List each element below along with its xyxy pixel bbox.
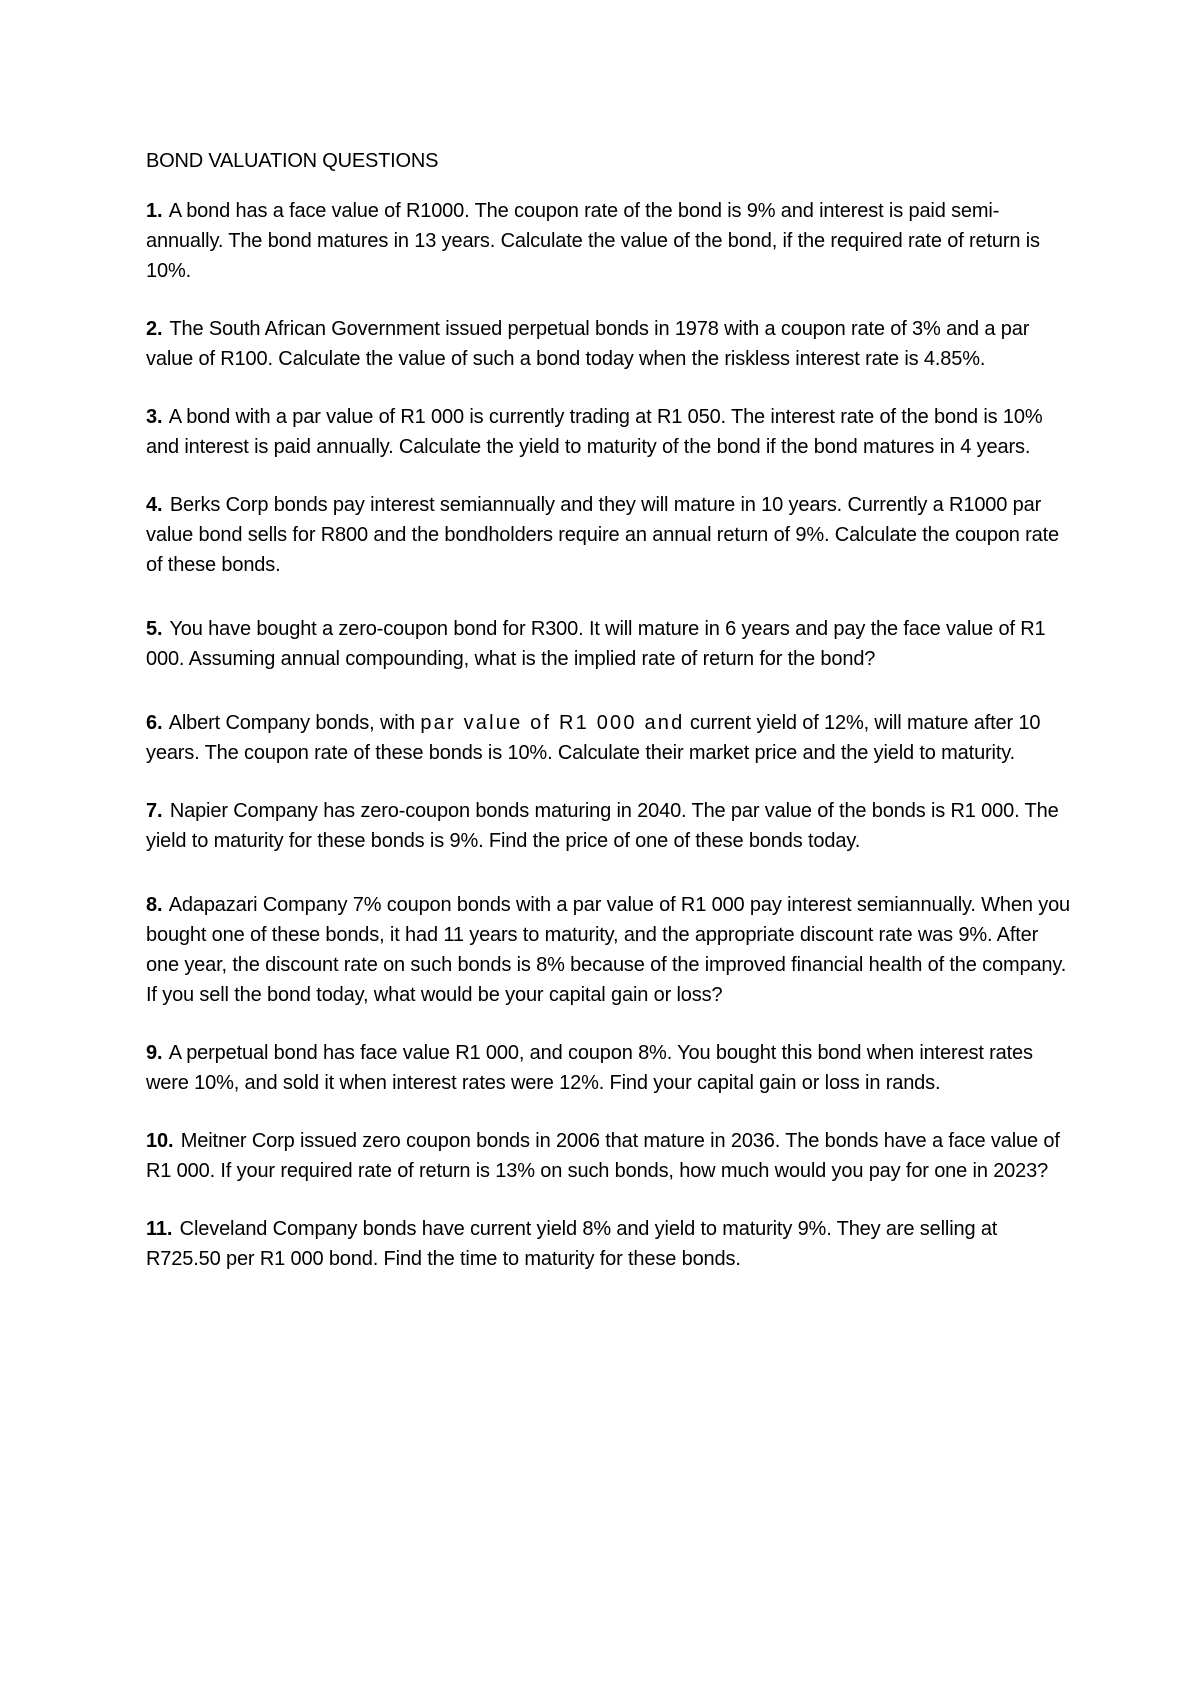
document-title: BOND VALUATION QUESTIONS <box>146 150 439 172</box>
question-text: A bond has a face value of R1000. The coupon rate of the bond is 9% and interest is paid semi-annually. The bond matures in 13 years. Calculate the value of the bond, if the required rate of return is 10%. <box>146 200 1040 282</box>
question-4 <box>146 490 1076 580</box>
question-number: 8. <box>146 894 163 916</box>
question-text: Adapazari Company 7% coupon bonds with a par value of R1 000 pay interest semiannually. When you bought one of these bonds, it had 11 years to maturity, and the appropriate discount rate was 9%. After one year, the discount rate on such bonds is 8% because of the improved financial health of the company. If you sell the bond today, what would be your capital gain or loss? <box>146 894 1071 1006</box>
question-text-start: Albert Company bonds, with <box>168 712 421 734</box>
question-number: 11. <box>146 1218 173 1240</box>
question-number: 3. <box>146 406 163 428</box>
question-text: A perpetual bond has face value R1 000, and coupon 8%. You bought this bond when interest rates were 10%, and sold it when interest rates were 12%. Find your capital gain or loss in rands. <box>146 1042 1033 1094</box>
question-8 <box>146 890 1076 1010</box>
question-text: Berks Corp bonds pay interest semiannually and they will mature in 10 years. Currently a R1000 par value bond sells for R800 and the bondholders require an annual return of 9%. Calculate the coupon rate of these bonds. <box>146 494 1059 576</box>
question-2 <box>146 314 1076 374</box>
question-number: 6. <box>146 712 163 734</box>
question-text: A bond with a par value of R1 000 is currently trading at R1 050. The interest rate of the bond is 10% and interest is paid annually. Calculate the yield to maturity of the bond if the bond matures in 4 years. <box>146 406 1043 458</box>
question-text: You have bought a zero-coupon bond for R300. It will mature in 6 years and pay the face value of R1 000. Assuming annual compounding, what is the implied rate of return for the bond? <box>146 618 1046 670</box>
question-number: 9. <box>146 1042 163 1064</box>
question-number: 2. <box>146 318 163 340</box>
question-text: Cleveland Company bonds have current yield 8% and yield to maturity 9%. They are selling at R725.50 per R1 000 bond. Find the time to maturity for these bonds. <box>146 1218 998 1270</box>
question-text: Meitner Corp issued zero coupon bonds in 2006 that mature in 2036. The bonds have a face value of R1 000. If your required rate of return is 13% on such bonds, how much would you pay for one in 2023? <box>146 1130 1060 1182</box>
question-number: 4. <box>146 494 163 516</box>
question-number: 1. <box>146 200 163 222</box>
question-3 <box>146 402 1076 462</box>
question-7 <box>146 796 1076 856</box>
question-10 <box>146 1126 1076 1186</box>
question-6 <box>146 708 1076 768</box>
question-5 <box>146 614 1076 674</box>
document-body <box>146 146 1076 1302</box>
question-text: The South African Government issued perpetual bonds in 1978 with a coupon rate of 3% and a par value of R100. Calculate the value of such a bond today when the riskless interest rate is 4.85%. <box>146 318 1030 370</box>
question-1 <box>146 196 1076 286</box>
question-text: Napier Company has zero-coupon bonds maturing in 2040. The par value of the bonds is R1 000. The yield to maturity for these bonds is 9%. Find the price of one of these bonds today. <box>146 800 1059 852</box>
question-text-spaced: par value of R1 000 and <box>420 712 685 734</box>
question-number: 7. <box>146 800 163 822</box>
question-number: 10. <box>146 1130 174 1152</box>
question-11 <box>146 1214 1076 1274</box>
question-9 <box>146 1038 1076 1098</box>
question-number: 5. <box>146 618 163 640</box>
question-text-end: current yield of 12%, will mature after 10 years. The coupon rate of these bonds is 10%. Calculate their market price and the yield to maturity. <box>146 712 1041 764</box>
